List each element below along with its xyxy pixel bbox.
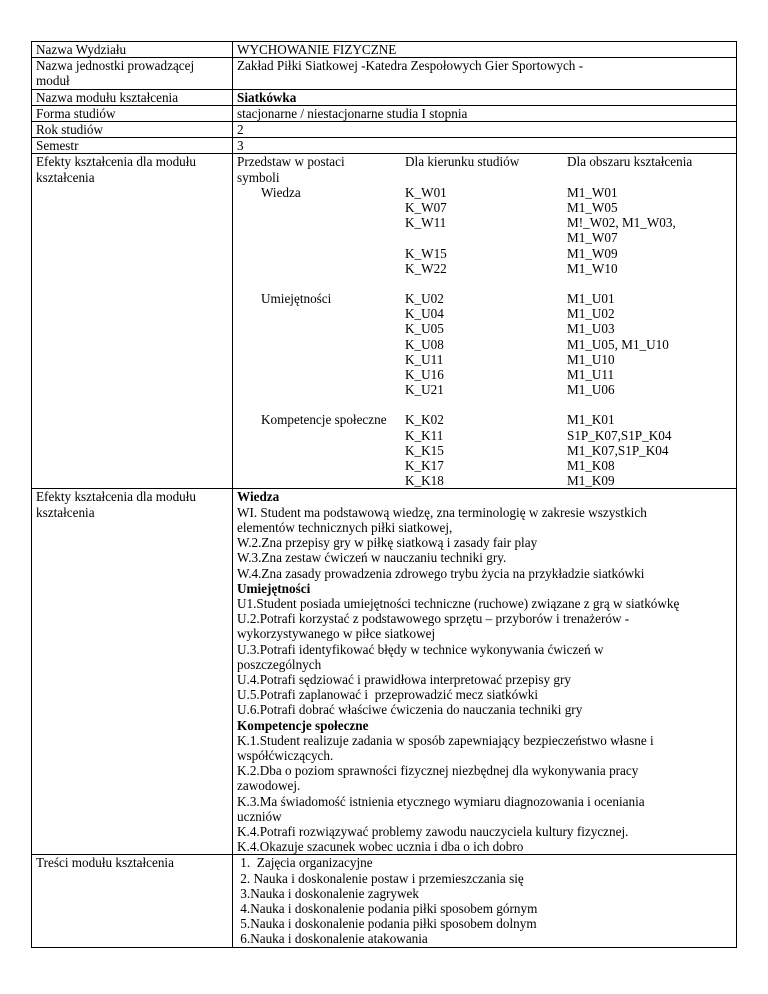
effect-line: W.3.Zna zestaw ćwiczeń w nauczaniu techniki gry. (237, 550, 507, 566)
effect-line: K.1.Student realizuje zadania w sposób zapewniający bezpieczeństwo własne i (237, 732, 654, 748)
effect-line: elementów technicznych piłki siatkowej, (237, 519, 453, 535)
obszar-code: M1_K08 (567, 458, 615, 474)
year-value: 2 (233, 122, 737, 138)
module-value: Siatkówka (233, 89, 737, 105)
symbols-table (237, 154, 732, 488)
effects-label-line: kształcenia (36, 169, 95, 185)
group-kierunek-codes (405, 412, 567, 488)
effects-desc-label-line: kształcenia (36, 504, 95, 520)
header-symbols (237, 154, 405, 184)
effects-desc-label (32, 489, 233, 855)
obszar-code: S1P_K07,S1P_K04 (567, 427, 672, 443)
section-heading: Kompetencje społeczne (237, 717, 369, 733)
kierunek-code: K_U02 (405, 291, 444, 307)
effect-line: K.2.Dba o poziom sprawności fizycznej niezbędnej dla wykonywania pracy (237, 763, 639, 779)
effect-line: U.6.Potrafi dobrać właściwe ćwiczenia do nauczania techniki gry (237, 702, 583, 718)
group-obszar-codes (567, 291, 732, 397)
content-cell (233, 855, 737, 947)
kierunek-code: K_W11 (405, 215, 447, 231)
kierunek-code: K_W01 (405, 184, 447, 200)
group-kierunek-codes (405, 291, 567, 397)
kierunek-code: K_K02 (405, 412, 444, 428)
obszar-code: M1_W09 (567, 245, 618, 261)
effect-line: U.3.Potrafi identyfikować błędy w technice wykonywania ćwiczeń w (237, 641, 604, 657)
group-name: Umiejętności (261, 291, 332, 307)
effects-symbols-label (32, 154, 233, 489)
semester-value: 3 (233, 138, 737, 154)
obszar-code: M1_U10 (567, 351, 615, 367)
group-obszar-codes (567, 412, 732, 488)
header-symbols-line: symboli (237, 169, 280, 185)
module-label: Nazwa modułu kształcenia (32, 89, 233, 105)
content-item: 1. Zajęcia organizacyjne (237, 855, 373, 871)
section-heading: Umiejętności (237, 580, 311, 596)
unit-label-line: moduł (36, 73, 70, 89)
unit-label (32, 58, 233, 89)
unit-label-line: Nazwa jednostki prowadzącej (36, 58, 195, 74)
obszar-code: M!_W02, M1_W03, (567, 215, 676, 231)
group-name: Wiedza (261, 184, 301, 200)
effects-desc-label-line: Efekty kształcenia dla modułu (36, 489, 197, 505)
header-obszar: Dla obszaru kształcenia (567, 154, 693, 170)
module-card-document (31, 41, 737, 948)
kierunek-code: K_U08 (405, 336, 444, 352)
row-effects-description (32, 489, 737, 855)
obszar-code: M1_W01 (567, 184, 618, 200)
effect-line: wykorzystywanego w piłce siatkowej (237, 626, 436, 642)
spacer (237, 397, 732, 412)
kierunek-code: K_U16 (405, 367, 444, 383)
obszar-code: M1_W05 (567, 200, 618, 216)
obszar-code: M1_U11 (567, 367, 615, 383)
group-wiedza (237, 185, 732, 276)
content-item: 3.Nauka i doskonalenie zagrywek (237, 885, 419, 901)
group-spacer (237, 397, 732, 412)
spacer (237, 276, 732, 291)
header-kierunek: Dla kierunku studiów (405, 154, 520, 170)
effect-line: U.2.Potrafi korzystać z podstawowego sprzętu – przyborów i trenażerów - (237, 611, 630, 627)
effects-label-line: Efekty kształcenia dla modułu (36, 154, 197, 170)
content-item: 4.Nauka i doskonalenie podania piłki sposobem górnym (237, 900, 538, 916)
obszar-code: M1_U06 (567, 382, 615, 398)
obszar-code: M1_W07 (567, 230, 618, 246)
group-kompetencje (237, 412, 732, 488)
obszar-code: M1_U02 (567, 306, 615, 322)
row-form (32, 105, 737, 121)
unit-value: Zakład Piłki Siatkowej -Katedra Zespołowych Gier Sportowych - (233, 58, 737, 89)
kierunek-code: K_U21 (405, 382, 444, 398)
faculty-label: Nazwa Wydziału (32, 42, 233, 58)
form-value: stacjonarne / niestacjonarne studia I stopnia (233, 105, 737, 121)
effect-line: K.4.Okazuje szacunek wobec ucznia i dba o ich dobro (237, 839, 524, 855)
obszar-code: M1_K01 (567, 412, 615, 428)
effect-line: K.4.Potrafi rozwiązywać problemy zawodu nauczyciela kultury fizycznej. (237, 823, 629, 839)
content-item: 6.Nauka i doskonalenie atakowania (237, 931, 428, 947)
row-faculty (32, 42, 737, 58)
row-unit (32, 58, 737, 89)
form-label: Forma studiów (32, 105, 233, 121)
effect-line: K.3.Ma świadomość istnienia etycznego wymiaru diagnozowania i oceniania (237, 793, 645, 809)
effect-line: W.4.Zna zasady prowadzenia zdrowego trybu życia na przykładzie siatkówki (237, 565, 645, 581)
effect-line: U1.Student posiada umiejętności techniczne (ruchowe) związane z grą w siatkówkę (237, 595, 680, 611)
semester-label: Semestr (32, 138, 233, 154)
row-effects-symbols (32, 154, 737, 489)
kierunek-code: K_K11 (405, 427, 444, 443)
group-umiejetnosci (237, 291, 732, 397)
row-content (32, 855, 737, 947)
effect-line: WI. Student ma podstawową wiedzę, zna terminologię w zakresie wszystkich (237, 504, 647, 520)
obszar-code: M1_W10 (567, 260, 618, 276)
kierunek-code: K_K18 (405, 473, 444, 489)
section-heading: Wiedza (237, 489, 280, 505)
effects-symbols-cell (233, 154, 737, 489)
group-obszar-codes (567, 185, 732, 276)
group-name: Kompetencje społeczne (261, 412, 387, 428)
group-kierunek-codes (405, 185, 567, 276)
module-table (31, 41, 737, 948)
obszar-code: M1_U03 (567, 321, 615, 337)
kierunek-code: K_W22 (405, 260, 447, 276)
kierunek-code: K_K17 (405, 458, 444, 474)
content-item: 5.Nauka i doskonalenie podania piłki sposobem dolnym (237, 916, 537, 932)
symbols-header (237, 154, 732, 184)
effect-line: U.5.Potrafi zaplanować i przeprowadzić mecz siatkówki (237, 687, 538, 703)
obszar-code: M1_K07,S1P_K04 (567, 442, 669, 458)
obszar-code: M1_U01 (567, 291, 615, 307)
obszar-code: M1_K09 (567, 473, 615, 489)
row-semester (32, 138, 737, 154)
obszar-code: M1_U05, M1_U10 (567, 336, 669, 352)
effect-line: U.4.Potrafi sędziować i prawidłowa interpretować przepisy gry (237, 671, 571, 687)
group-spacer (237, 276, 732, 291)
effects-desc-cell (233, 489, 737, 855)
year-label: Rok studiów (32, 122, 233, 138)
content-label: Treści modułu kształcenia (32, 855, 233, 947)
kierunek-code (405, 230, 567, 245)
header-symbols-line: Przedstaw w postaci (237, 154, 345, 170)
effect-line: współćwiczących. (237, 747, 334, 763)
kierunek-code: K_W15 (405, 245, 447, 261)
content-item: 2. Nauka i doskonalenie postaw i przemieszczania się (237, 870, 524, 886)
faculty-value: WYCHOWANIE FIZYCZNE (233, 42, 737, 58)
kierunek-code: K_U05 (405, 321, 444, 337)
effect-line: poszczególnych (237, 656, 322, 672)
effect-line: uczniów (237, 808, 282, 824)
row-year (32, 122, 737, 138)
kierunek-code: K_K15 (405, 442, 444, 458)
kierunek-code: K_U11 (405, 351, 444, 367)
kierunek-code: K_W07 (405, 200, 447, 216)
effect-line: zawodowej. (237, 778, 301, 794)
row-module (32, 89, 737, 105)
kierunek-code: K_U04 (405, 306, 444, 322)
effect-line: W.2.Zna przepisy gry w piłkę siatkową i zasady fair play (237, 535, 538, 551)
